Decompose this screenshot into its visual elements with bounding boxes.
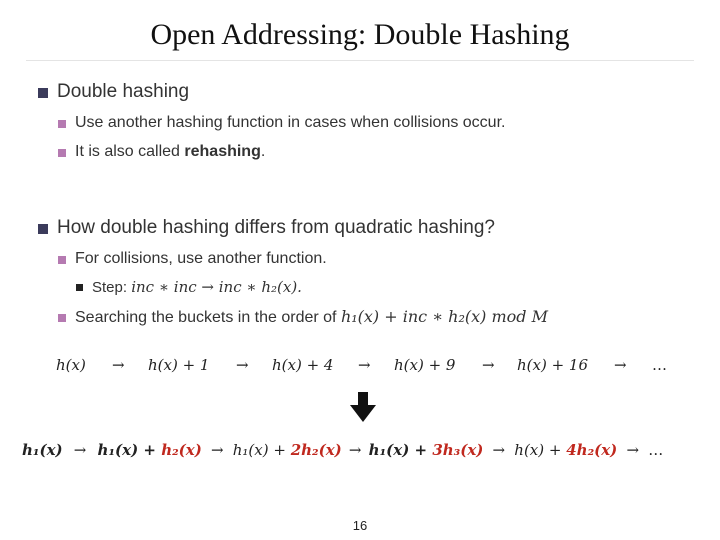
bullet-marker-square	[38, 88, 48, 98]
page-number: 16	[352, 518, 368, 533]
seq-term: h₁(x) +	[97, 441, 162, 459]
sub-bullet-marker	[58, 314, 66, 322]
bullet-how-differs: How double hashing differs from quadratic hashing?	[57, 217, 495, 238]
search-order-formula: h₁(x) + inc ∗ h₂(x) mod M	[340, 307, 548, 326]
seq-arrow: →	[614, 356, 627, 374]
text-segment: .	[260, 143, 266, 160]
seq-arrow: →	[348, 441, 362, 459]
sub-sub-bullet-step	[92, 278, 302, 296]
bullet-marker-square	[38, 224, 48, 234]
seq-ellipsis: …	[648, 441, 664, 459]
bullet-double-hashing: Double hashing	[57, 81, 190, 102]
sub-bullet-rehashing	[75, 143, 265, 161]
seq-term: h₁(x)	[22, 441, 63, 459]
seq-term-highlight: h₂(x)	[161, 441, 202, 459]
seq-term: h₁(x) +	[368, 441, 433, 459]
seq-arrow: →	[73, 441, 87, 459]
seq-arrow: →	[492, 441, 506, 459]
sub-bullet-marker	[58, 256, 66, 264]
seq-arrow: →	[236, 356, 249, 374]
term-rehashing: rehashing	[184, 143, 261, 160]
sub-sub-bullet-marker	[76, 284, 83, 291]
title-divider	[26, 60, 694, 61]
text-segment: Step:	[92, 279, 132, 296]
seq-term: h(x) + 9	[394, 356, 456, 374]
sub-bullet-marker	[58, 120, 66, 128]
text-segment: It is also called	[75, 143, 185, 160]
sub-bullet-another-hash: Use another hashing function in cases when collisions occur.	[75, 114, 506, 131]
seq-ellipsis: …	[652, 356, 667, 374]
seq-term: h(x) + 4	[272, 356, 334, 374]
seq-term-highlight: 2h₂(x)	[290, 441, 342, 459]
down-arrow-icon	[350, 392, 376, 422]
seq-term: h₁(x) +	[232, 441, 291, 459]
sub-bullet-another-function: For collisions, use another function.	[75, 250, 327, 267]
seq-arrow: →	[358, 356, 371, 374]
seq-term: h(x)	[56, 356, 86, 374]
seq-arrow: →	[626, 441, 640, 459]
seq-term: h(x) + 1	[148, 356, 210, 374]
seq-term-highlight: 3h₃(x)	[432, 441, 484, 459]
seq-term: h(x) +	[514, 441, 567, 459]
double-hashing-sequence	[22, 441, 663, 459]
seq-arrow: →	[112, 356, 125, 374]
slide-title: Open Addressing: Double Hashing	[150, 18, 570, 51]
seq-term-highlight: 4h₂(x)	[566, 441, 618, 459]
sub-bullet-marker	[58, 149, 66, 157]
step-formula: inc ∗ inc → inc ∗ h₂(x).	[131, 278, 302, 296]
text-segment: Searching the buckets in the order of	[75, 309, 341, 326]
seq-arrow: →	[210, 441, 224, 459]
seq-arrow: →	[482, 356, 495, 374]
seq-term: h(x) + 16	[517, 356, 589, 374]
sub-bullet-search-order	[75, 307, 548, 327]
